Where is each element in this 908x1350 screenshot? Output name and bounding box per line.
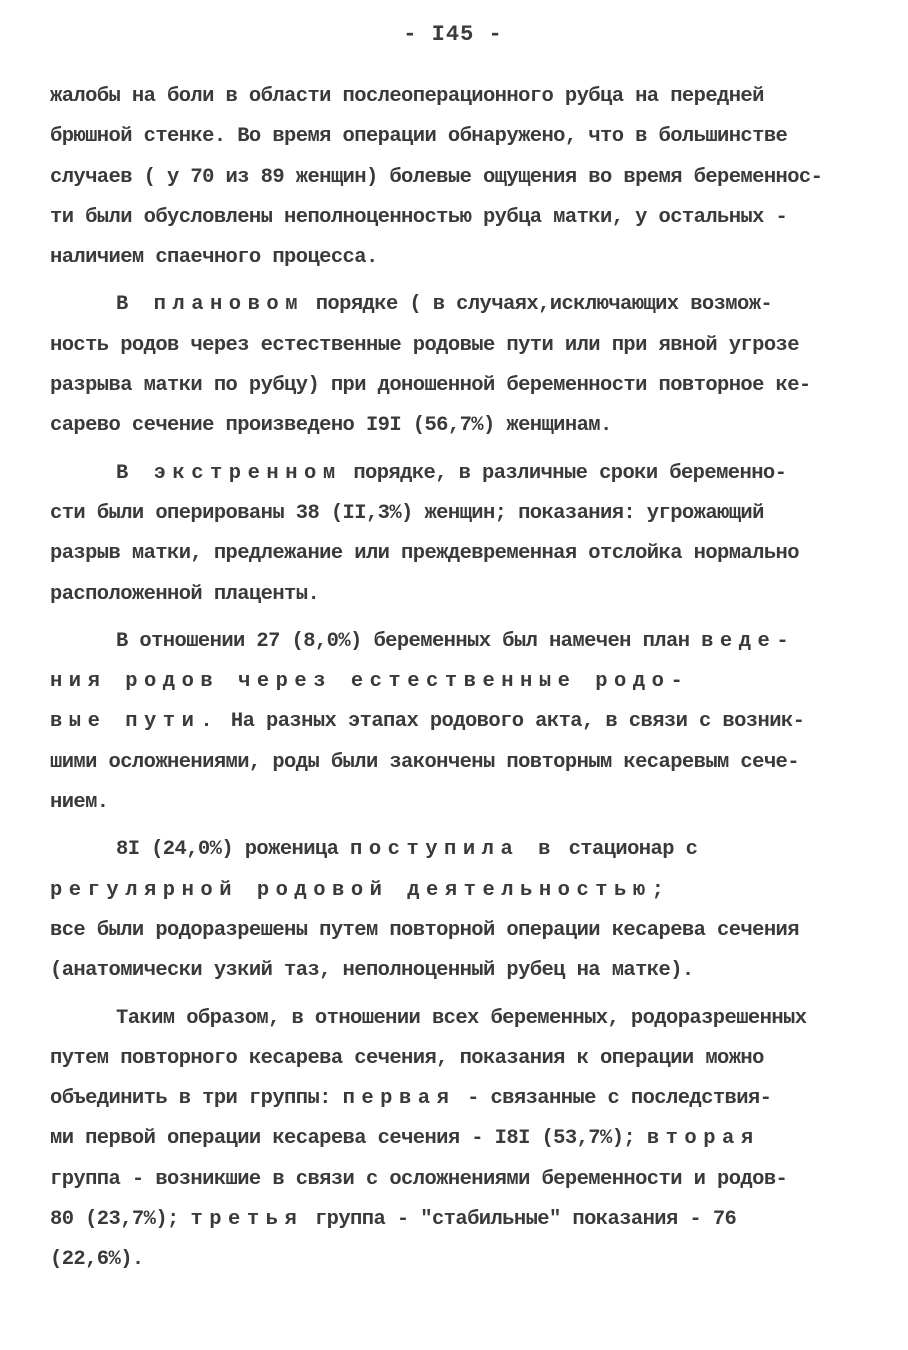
spaced-emphasis: В плановом xyxy=(116,293,305,317)
text-line xyxy=(50,702,856,742)
spaced-emphasis: вые пути. xyxy=(50,710,220,734)
spaced-emphasis: В экстренном xyxy=(116,461,342,485)
text-run: 80 (23,7%); xyxy=(50,1208,191,1232)
text-line: ность родов через естественные родовые пути или при явной угрозе xyxy=(50,333,799,357)
text-line xyxy=(50,1200,856,1240)
spaced-emphasis: регулярной родовой деятельностью; xyxy=(50,878,671,902)
paragraph-2 xyxy=(50,285,856,446)
text-line xyxy=(50,1079,856,1119)
text-line: наличием спаечного процесса. xyxy=(50,246,378,270)
spaced-emphasis: вторая xyxy=(646,1127,760,1151)
text-run: - связанные с последствия- xyxy=(455,1087,772,1111)
text-line: все были родоразрешены путем повторной операции кесарева сечения xyxy=(50,918,799,942)
text-run: 8I (24,0%) роженица xyxy=(116,838,351,862)
text-line xyxy=(50,622,856,662)
text-line: расположенной плаценты. xyxy=(50,582,320,606)
text-run: На разных этапах родового акта, в связи с возник- xyxy=(219,710,805,734)
page-number: - I45 - xyxy=(403,22,503,47)
text-run: группа - "стабильные" показания - 76 xyxy=(303,1208,737,1232)
text-line: шими осложнениями, роды были закончены повторным кесаревым сече- xyxy=(50,750,799,774)
text-line: нием. xyxy=(50,791,109,815)
text-line: сти были оперированы 38 (II,3%) женщин; показания: угрожающий xyxy=(50,501,764,525)
text-line: (22,6%). xyxy=(50,1248,144,1272)
text-line: (анатомически узкий таз, неполноценный рубец на матке). xyxy=(50,959,694,983)
text-line: путем повторного кесарева сечения, показания к операции можно xyxy=(50,1046,764,1070)
text-line xyxy=(50,1119,856,1159)
spaced-emphasis: ния родов через естественные родо- xyxy=(50,670,690,694)
text-run: порядке ( в случаях,исключающих возмож- xyxy=(304,293,773,317)
text-run: стационар с xyxy=(556,838,698,862)
paragraph-5 xyxy=(50,830,856,991)
text-line xyxy=(50,662,856,702)
text-line: Таким образом, в отношении всех беременных, родоразрешенных xyxy=(116,1006,807,1030)
text-line xyxy=(50,830,856,870)
paragraph-1 xyxy=(50,77,856,278)
text-line: сарево сечение произведено I9I (56,7%) женщинам. xyxy=(50,414,612,438)
text-line xyxy=(50,454,856,494)
text-run: объединить в три группы: xyxy=(50,1087,343,1111)
text-line: группа - возникшие в связи с осложнениями беременности и родов- xyxy=(50,1167,788,1191)
spaced-emphasis: первая xyxy=(342,1087,456,1111)
text-line xyxy=(50,871,856,911)
paragraph-4 xyxy=(50,622,856,823)
text-line: случаев ( у 70 из 89 женщин) болевые ощущения во время беременнос- xyxy=(50,165,823,189)
text-line: ти были обусловлены неполноценностью рубца матки, у остальных - xyxy=(50,205,788,229)
text-line: разрыв матки, предлежание или преждевременная отслойка нормально xyxy=(50,542,799,566)
paragraph-3 xyxy=(50,454,856,615)
text-run: ми первой операции кесарева сечения - I8I (53,7%); xyxy=(50,1127,647,1151)
text-line: разрыва матки по рубцу) при доношенной беременности повторное ке- xyxy=(50,374,811,398)
text-line: жалобы на боли в области послеоперационного рубца на передней xyxy=(50,85,764,108)
spaced-emphasis: поступила в xyxy=(350,838,557,862)
spaced-emphasis: третья xyxy=(190,1208,304,1232)
text-line xyxy=(50,285,856,325)
spaced-emphasis: веде- xyxy=(701,629,796,653)
paragraph-6 xyxy=(50,999,856,1281)
text-run: В отношении 27 (8,0%) беременных был намечен план xyxy=(116,629,702,653)
text-run: порядке, в различные сроки беременно- xyxy=(341,461,787,485)
text-line: брюшной стенке. Во время операции обнаружено, что в большинстве xyxy=(50,125,788,149)
